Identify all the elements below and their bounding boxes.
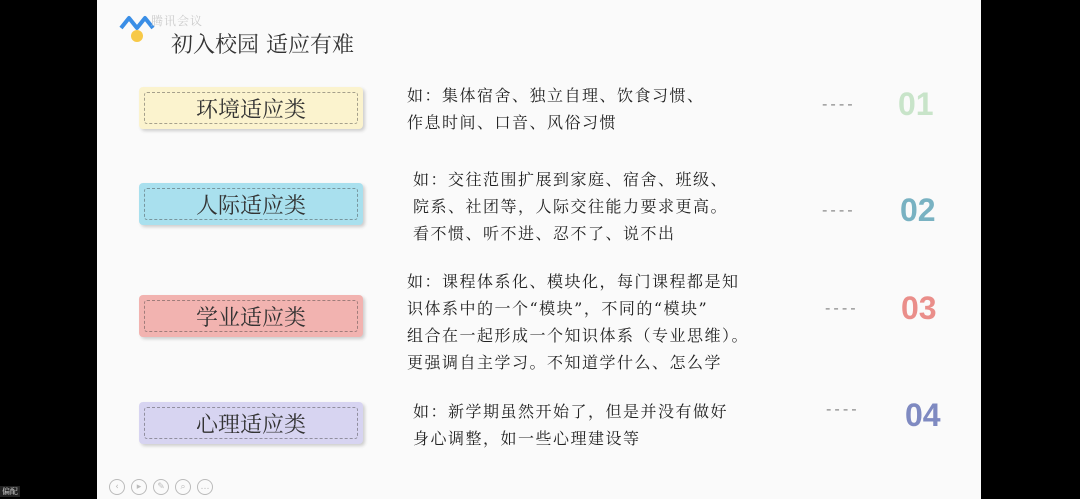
category-tag-interpersonal [139, 183, 363, 225]
description-line: 身心调整，如一些心理建设等 [413, 429, 641, 448]
connector-dash: ---- [825, 299, 859, 317]
category-tag-academic [139, 295, 363, 337]
category-description [407, 268, 749, 376]
category-tag-psychological [139, 402, 363, 444]
connector-dash: ---- [822, 95, 856, 113]
description-line: 更强调自主学习。不知道学什么、怎么学 [407, 353, 723, 372]
description-line: 如：交往范围扩展到家庭、宿舍、班级、 [413, 170, 729, 189]
category-number: 04 [905, 397, 941, 433]
category-tag-environment [139, 87, 363, 129]
description-line: 如：集体宿舍、独立自理、饮食习惯、 [407, 86, 705, 105]
category-number: 03 [901, 290, 937, 326]
description-line: 看不惯、听不进、忍不了、说不出 [413, 224, 676, 243]
category-description [413, 398, 728, 452]
category-description [413, 166, 728, 247]
description-line: 组合在一起形成一个知识体系（专业思维）。 [407, 326, 750, 345]
description-line: 如：新学期虽然开始了，但是并没有做好 [413, 402, 729, 421]
description-line: 如：课程体系化、模块化，每门课程都是知 [407, 272, 740, 291]
description-line: 识体系中的一个“模块”，不同的“模块” [407, 299, 709, 318]
category-number: 02 [900, 192, 936, 228]
description-line: 院系、社团等，人际交往能力要求更高。 [413, 197, 729, 216]
category-label: 人际适应类 [195, 193, 306, 219]
category-label: 学业适应类 [195, 305, 306, 331]
zoom-icon[interactable]: ⌕ [175, 479, 191, 495]
corner-label: 偏配 [2, 487, 18, 496]
category-number: 01 [898, 86, 934, 122]
connector-dash: ---- [826, 400, 860, 418]
prev-icon[interactable]: ‹ [109, 479, 125, 495]
play-icon[interactable]: ▸ [131, 479, 147, 495]
connector-dash: ---- [822, 201, 856, 219]
category-description [407, 82, 705, 136]
more-icon[interactable]: … [197, 479, 213, 495]
app-name: 腾讯会议 [151, 14, 204, 28]
presentation-controls [97, 475, 981, 499]
pen-icon[interactable]: ✎ [153, 479, 169, 495]
shared-slide [97, 0, 981, 499]
slide-title: 初入校园 适应有难 [171, 33, 354, 58]
category-label: 环境适应类 [195, 97, 306, 123]
category-label: 心理适应类 [195, 412, 306, 438]
description-line: 作息时间、口音、风俗习惯 [407, 113, 618, 132]
